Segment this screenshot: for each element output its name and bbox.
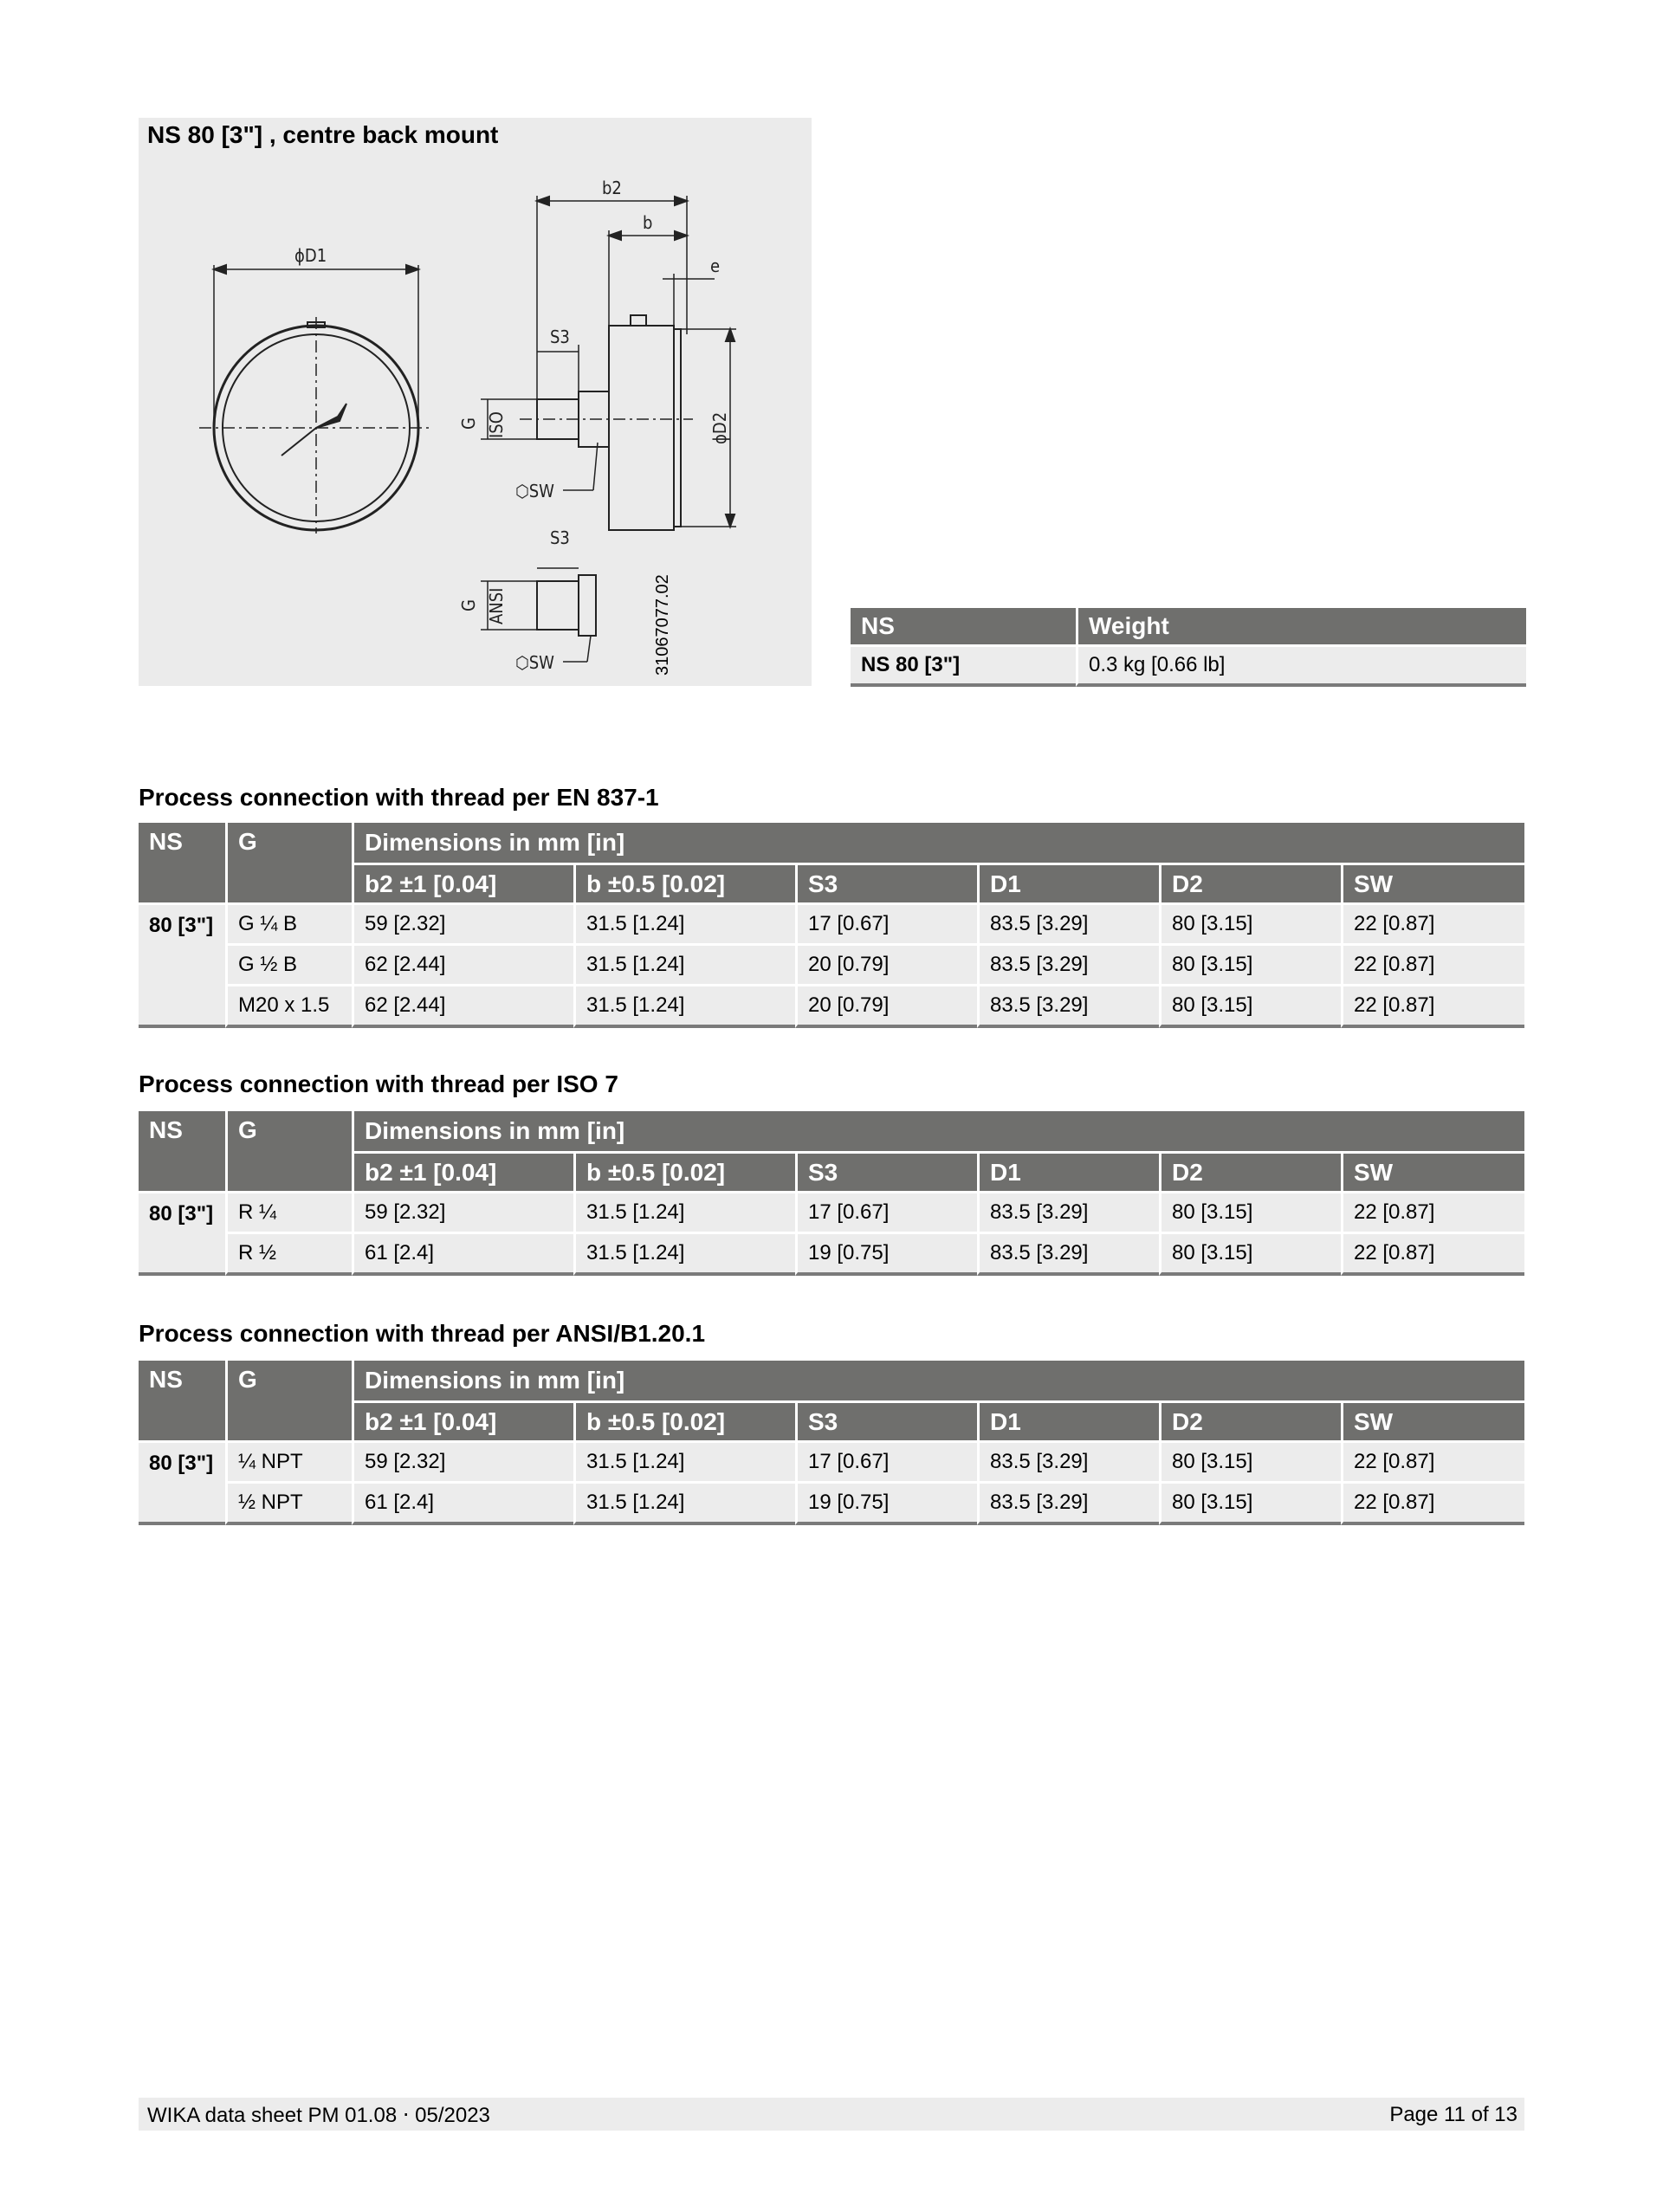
cell-d2: 80 [3.15] <box>1159 1191 1341 1232</box>
table-title-en837: Process connection with thread per EN 837-1 <box>139 784 659 811</box>
cell-b: 31.5 [1.24] <box>573 984 795 1028</box>
header-d2: D2 <box>1159 1151 1341 1191</box>
cell-d2: 80 [3.15] <box>1159 1440 1341 1481</box>
header-s3: S3 <box>795 1151 977 1191</box>
footer-doc-ref: WIKA data sheet PM 01.08 ⋅ 05/2023 <box>147 2104 490 2127</box>
ns-cell: 80 [3"] <box>139 1440 225 1525</box>
cell-b2: 59 [2.32] <box>352 1191 573 1232</box>
cell-d2: 80 [3.15] <box>1159 984 1341 1028</box>
header-b: b ±0.5 [0.02] <box>573 863 795 902</box>
table-row <box>139 943 1524 984</box>
cell-b: 31.5 [1.24] <box>573 1232 795 1276</box>
table-row <box>139 984 1524 1028</box>
cell-d1: 83.5 [3.29] <box>977 1440 1159 1481</box>
table-title-iso7: Process connection with thread per ISO 7 <box>139 1070 618 1097</box>
cell-d1: 83.5 [3.29] <box>977 984 1159 1028</box>
label-g-ansi: G <box>458 599 479 611</box>
cell-b: 31.5 [1.24] <box>573 1440 795 1481</box>
cell-d2: 80 [3.15] <box>1159 1232 1341 1276</box>
label-sw-top: ⬡SW <box>515 481 554 501</box>
drawing-code: 31067077.02 <box>653 574 672 676</box>
header-dimensions: Dimensions in mm [in] <box>352 823 1524 863</box>
cell-b2: 59 [2.32] <box>352 1440 573 1481</box>
table-title-ansi: Process connection with thread per ANSI/B1.20.1 <box>139 1320 706 1347</box>
weight-table <box>851 608 1526 687</box>
header-d1: D1 <box>977 1400 1159 1440</box>
weight-value: 0.3 kg [0.66 lb] <box>1076 644 1526 687</box>
header-d1: D1 <box>977 1151 1159 1191</box>
header-d2: D2 <box>1159 863 1341 902</box>
cell-d2: 80 [3.15] <box>1159 1481 1341 1525</box>
label-b2: b2 <box>602 178 622 198</box>
header-g: G <box>225 1361 352 1440</box>
cell-g: G ½ B <box>225 943 352 984</box>
table-row <box>139 1481 1524 1525</box>
header-sw: SW <box>1341 863 1524 902</box>
table-row <box>139 1232 1524 1276</box>
ns-cell: 80 [3"] <box>139 1191 225 1276</box>
cell-b: 31.5 [1.24] <box>573 902 795 943</box>
header-dimensions: Dimensions in mm [in] <box>352 1111 1524 1151</box>
header-b: b ±0.5 [0.02] <box>573 1400 795 1440</box>
header-ns: NS <box>139 1361 225 1440</box>
cell-s3: 19 [0.75] <box>795 1481 977 1525</box>
label-d1: ϕD1 <box>294 245 327 266</box>
cell-s3: 19 [0.75] <box>795 1232 977 1276</box>
label-s3-bottom: S3 <box>550 527 570 548</box>
cell-b2: 59 [2.32] <box>352 902 573 943</box>
header-b2: b2 ±1 [0.04] <box>352 1151 573 1191</box>
cell-b2: 61 [2.4] <box>352 1481 573 1525</box>
cell-g: ¼ NPT <box>225 1440 352 1481</box>
cell-b2: 62 [2.44] <box>352 943 573 984</box>
cell-d1: 83.5 [3.29] <box>977 902 1159 943</box>
cell-b: 31.5 [1.24] <box>573 943 795 984</box>
label-g-iso: G <box>458 417 479 430</box>
cell-b2: 61 [2.4] <box>352 1232 573 1276</box>
header-g: G <box>225 823 352 902</box>
table-en837 <box>139 823 1524 1028</box>
header-d2: D2 <box>1159 1400 1341 1440</box>
cell-sw: 22 [0.87] <box>1341 984 1524 1028</box>
label-s3-top: S3 <box>550 327 570 347</box>
header-dimensions: Dimensions in mm [in] <box>352 1361 1524 1400</box>
drawing-title: NS 80 [3"] , centre back mount <box>147 121 499 148</box>
cell-g: R ½ <box>225 1232 352 1276</box>
header-b: b ±0.5 [0.02] <box>573 1151 795 1191</box>
cell-s3: 20 [0.79] <box>795 943 977 984</box>
cell-d2: 80 [3.15] <box>1159 902 1341 943</box>
cell-sw: 22 [0.87] <box>1341 902 1524 943</box>
weight-header-weight: Weight <box>1076 608 1526 644</box>
table-ansi <box>139 1361 1524 1525</box>
cell-b2: 62 [2.44] <box>352 984 573 1028</box>
label-b: b <box>643 212 653 233</box>
drawing-panel <box>139 118 812 686</box>
cell-d1: 83.5 [3.29] <box>977 943 1159 984</box>
header-s3: S3 <box>795 863 977 902</box>
ns-cell: 80 [3"] <box>139 902 225 1028</box>
header-b2: b2 ±1 [0.04] <box>352 863 573 902</box>
cell-sw: 22 [0.87] <box>1341 1481 1524 1525</box>
cell-sw: 22 [0.87] <box>1341 943 1524 984</box>
header-g: G <box>225 1111 352 1191</box>
cell-d1: 83.5 [3.29] <box>977 1232 1159 1276</box>
cell-s3: 17 [0.67] <box>795 902 977 943</box>
cell-g: R ¼ <box>225 1191 352 1232</box>
cell-b: 31.5 [1.24] <box>573 1191 795 1232</box>
table-row <box>139 902 1524 943</box>
table-iso7 <box>139 1111 1524 1276</box>
cell-d2: 80 [3.15] <box>1159 943 1341 984</box>
cell-g: ½ NPT <box>225 1481 352 1525</box>
label-sw-bottom: ⬡SW <box>515 652 554 673</box>
cell-g: M20 x 1.5 <box>225 984 352 1028</box>
cell-sw: 22 [0.87] <box>1341 1191 1524 1232</box>
weight-ns-value: NS 80 [3"] <box>851 644 1076 687</box>
table-row <box>139 1191 1524 1232</box>
header-sw: SW <box>1341 1400 1524 1440</box>
footer-page-number: Page 11 of 13 <box>1389 2103 1517 2126</box>
cell-g: G ¼ B <box>225 902 352 943</box>
dimension-drawing <box>139 118 812 686</box>
cell-s3: 17 [0.67] <box>795 1440 977 1481</box>
header-ns: NS <box>139 823 225 902</box>
label-e: e <box>710 255 721 276</box>
cell-d1: 83.5 [3.29] <box>977 1481 1159 1525</box>
cell-b: 31.5 [1.24] <box>573 1481 795 1525</box>
header-s3: S3 <box>795 1400 977 1440</box>
cell-sw: 22 [0.87] <box>1341 1232 1524 1276</box>
label-d2: ϕD2 <box>709 411 730 444</box>
ansi-connection <box>537 581 579 630</box>
weight-header-ns: NS <box>851 608 1076 644</box>
header-ns: NS <box>139 1111 225 1191</box>
cell-s3: 20 [0.79] <box>795 984 977 1028</box>
header-sw: SW <box>1341 1151 1524 1191</box>
cell-s3: 17 [0.67] <box>795 1191 977 1232</box>
header-d1: D1 <box>977 863 1159 902</box>
cell-d1: 83.5 [3.29] <box>977 1191 1159 1232</box>
cell-sw: 22 [0.87] <box>1341 1440 1524 1481</box>
label-ansi: ANSI <box>486 587 507 624</box>
label-iso: ISO <box>486 411 507 438</box>
page-footer <box>139 2098 1524 2131</box>
header-b2: b2 ±1 [0.04] <box>352 1400 573 1440</box>
gauge-side-case <box>609 326 674 530</box>
table-row <box>139 1440 1524 1481</box>
